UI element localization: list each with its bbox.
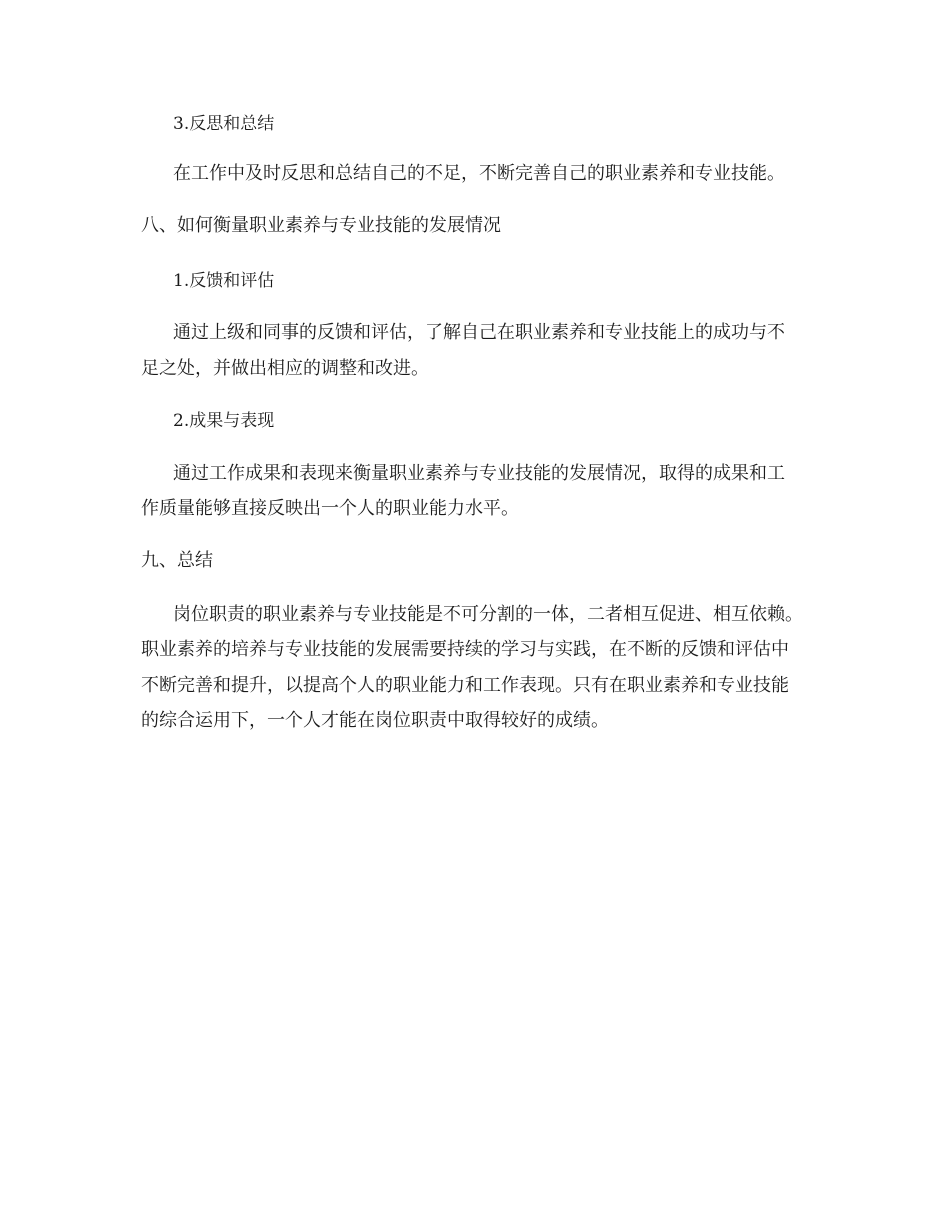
subsection-title-reflection: 3.反思和总结 xyxy=(173,114,275,134)
paragraph-results-line-2: 作质量能够直接反映出一个人的职业能力水平。 xyxy=(141,498,519,519)
paragraph-results-line-1: 通过工作成果和表现来衡量职业素养与专业技能的发展情况，取得的成果和工 xyxy=(173,463,785,484)
subsection-title-results: 2.成果与表现 xyxy=(173,411,275,431)
subsection-title-feedback: 1.反馈和评估 xyxy=(173,271,275,291)
paragraph-summary-line-4: 的综合运用下，一个人才能在岗位职责中取得较好的成绩。 xyxy=(141,710,609,731)
paragraph-summary-line-3: 不断完善和提升，以提高个人的职业能力和工作表现。只有在职业素养和专业技能 xyxy=(141,675,789,696)
paragraph-summary-line-2: 职业素养的培养与专业技能的发展需要持续的学习与实践，在不断的反馈和评估中 xyxy=(141,639,789,660)
paragraph-reflection: 在工作中及时反思和总结自己的不足，不断完善自己的职业素养和专业技能。 xyxy=(173,163,785,184)
paragraph-feedback-line-1: 通过上级和同事的反馈和评估，了解自己在职业素养和专业技能上的成功与不 xyxy=(173,322,785,343)
paragraph-feedback-line-2: 足之处，并做出相应的调整和改进。 xyxy=(141,358,429,379)
section-heading-9: 九、总结 xyxy=(141,550,213,571)
section-heading-8: 八、如何衡量职业素养与专业技能的发展情况 xyxy=(141,215,501,236)
paragraph-summary-line-1: 岗位职责的职业素养与专业技能是不可分割的一体，二者相互促进、相互依赖。 xyxy=(173,604,803,625)
